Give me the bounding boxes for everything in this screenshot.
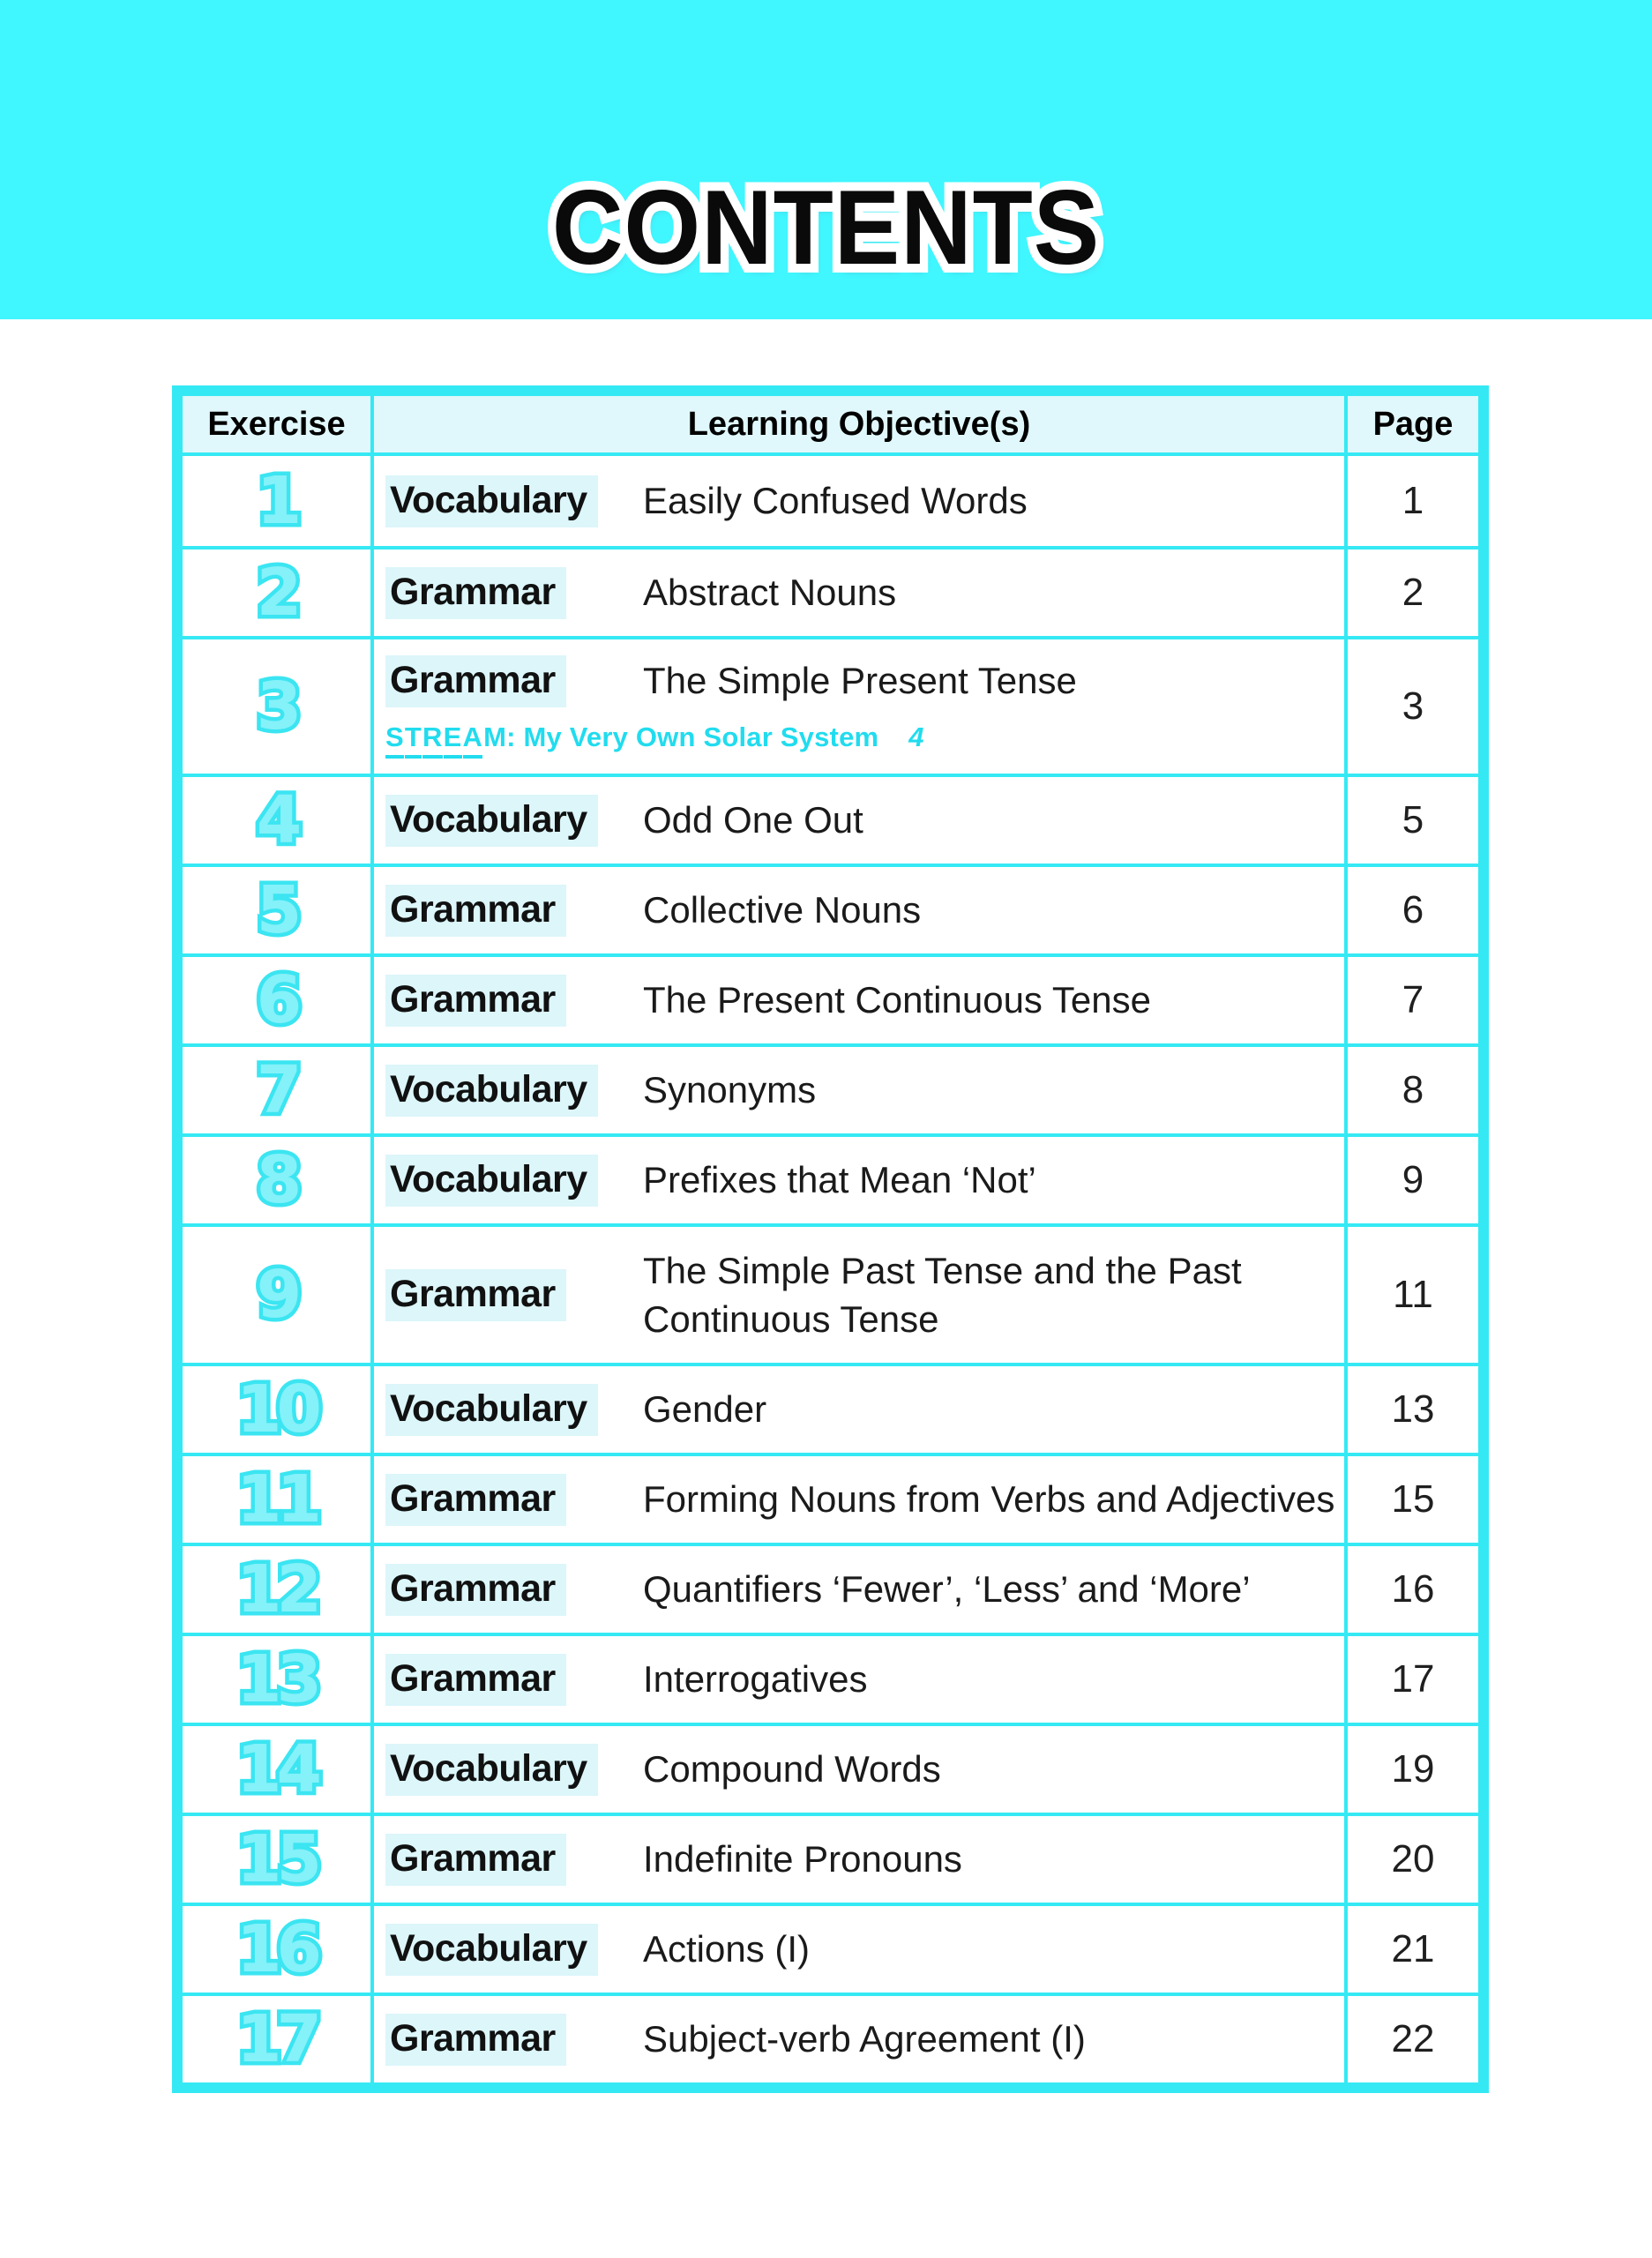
objective-line [385, 1924, 1344, 1976]
objective-cell [374, 957, 1348, 1043]
objective-text: Actions (I) [643, 1928, 811, 1970]
page-number: 19 [1391, 1747, 1435, 1791]
page-number: 9 [1402, 1158, 1424, 1201]
page-cell [1348, 1227, 1478, 1363]
objective-line [385, 1564, 1344, 1616]
category-label: Grammar [385, 1269, 566, 1321]
exercise-number: 1 1 [257, 463, 297, 539]
page-cell [1348, 1456, 1478, 1543]
exercise-number: 10 10 [236, 1372, 317, 1447]
contents-banner [0, 0, 1652, 319]
exercise-cell [183, 957, 374, 1043]
objective-text: The Simple Past Tense and the Past Continuous Tense [643, 1249, 1242, 1340]
page-number: 8 [1402, 1068, 1424, 1111]
objective-text: The Simple Present Tense [643, 660, 1077, 702]
category-wrap [385, 795, 643, 847]
page-cell [1348, 1047, 1478, 1133]
category-label: Grammar [385, 1654, 566, 1706]
category-label: Vocabulary [385, 1744, 598, 1796]
category-wrap [385, 1744, 643, 1796]
exercise-cell [183, 1227, 374, 1363]
table-header-row [183, 396, 1478, 452]
exercise-cell [183, 1546, 374, 1633]
table-row [183, 546, 1478, 636]
category-label: Vocabulary [385, 1155, 598, 1207]
exercise-cell [183, 1906, 374, 1993]
category-label: Vocabulary [385, 1384, 598, 1436]
table-row [183, 452, 1478, 546]
category-wrap [385, 885, 643, 937]
category-label: Grammar [385, 975, 566, 1027]
objective-cell [374, 1636, 1348, 1723]
exercise-number: 13 13 [236, 1641, 317, 1717]
table-row [183, 1453, 1478, 1543]
objective-cell [374, 1726, 1348, 1813]
exercise-number: 6 6 [257, 962, 297, 1038]
category-wrap [385, 655, 643, 707]
contents-table [172, 385, 1489, 2093]
objective-line [385, 1155, 1344, 1207]
exercise-cell [183, 639, 374, 774]
objective-text: Subject-verb Agreement (I) [643, 2018, 1086, 2060]
header-learning-objective: Learning Objective(s) [374, 396, 1348, 452]
category-wrap [385, 1155, 643, 1207]
page-cell [1348, 777, 1478, 864]
table-row [183, 1133, 1478, 1223]
exercise-cell [183, 867, 374, 953]
objective-text: Gender [643, 1388, 767, 1431]
table-row [183, 1993, 1478, 2082]
page-number: 16 [1391, 1567, 1435, 1611]
page-cell [1348, 550, 1478, 636]
objective-text: Quantifiers ‘Fewer’, ‘Less’ and ‘More’ [643, 1568, 1251, 1611]
category-label: Grammar [385, 885, 566, 937]
exercise-cell [183, 1456, 374, 1543]
objective-line [385, 1065, 1344, 1117]
objective-line [385, 975, 1344, 1027]
category-label: Grammar [385, 1474, 566, 1526]
stream-note [385, 722, 1344, 759]
exercise-number: 9 9 [257, 1257, 297, 1333]
category-wrap [385, 475, 643, 527]
category-wrap [385, 1834, 643, 1886]
objective-text: Interrogatives [643, 1658, 868, 1701]
exercise-cell [183, 1636, 374, 1723]
page-number: 13 [1391, 1387, 1435, 1431]
category-wrap [385, 1065, 643, 1117]
exercise-number: 15 15 [236, 1821, 317, 1897]
table-row [183, 864, 1478, 953]
stream-note-letter: S [385, 722, 404, 759]
page-cell [1348, 639, 1478, 774]
category-label: Grammar [385, 1564, 566, 1616]
page-number: 22 [1391, 2017, 1435, 2060]
objective-cell [374, 1227, 1348, 1363]
exercise-number: 5 5 [257, 872, 297, 948]
exercise-number: 4 4 [257, 782, 297, 858]
exercise-cell [183, 1137, 374, 1223]
exercise-cell [183, 1366, 374, 1453]
exercise-cell [183, 1047, 374, 1133]
objective-cell [374, 550, 1348, 636]
category-label: Vocabulary [385, 475, 598, 527]
objective-text: Synonyms [643, 1069, 817, 1111]
objective-cell [374, 1906, 1348, 1993]
objective-text: Compound Words [643, 1748, 941, 1791]
page-number: 7 [1402, 978, 1424, 1021]
exercise-number: 14 14 [236, 1731, 317, 1807]
exercise-cell [183, 1996, 374, 2082]
objective-line [385, 1474, 1344, 1526]
objective-line [385, 1744, 1344, 1796]
exercise-number: 7 7 [257, 1052, 297, 1128]
table-row [183, 1633, 1478, 1723]
exercise-number: 3 3 [257, 669, 297, 744]
table-row [183, 774, 1478, 864]
exercise-cell [183, 1726, 374, 1813]
category-label: Grammar [385, 2014, 566, 2066]
table-row [183, 636, 1478, 774]
objective-text: Easily Confused Words [643, 480, 1028, 522]
objective-text: Forming Nouns from Verbs and Adjectives [643, 1478, 1335, 1521]
objective-line [385, 2014, 1344, 2066]
category-wrap [385, 975, 643, 1027]
page-number: 1 [1402, 479, 1424, 522]
objective-cell [374, 1366, 1348, 1453]
objective-line [385, 1654, 1344, 1706]
exercise-cell [183, 456, 374, 546]
category-wrap [385, 1924, 643, 1976]
objective-text: Indefinite Pronouns [643, 1838, 962, 1880]
objective-line [385, 795, 1344, 847]
category-wrap [385, 2014, 643, 2066]
exercise-number: 8 8 [257, 1142, 297, 1218]
category-label: Grammar [385, 1834, 566, 1886]
objective-cell [374, 1456, 1348, 1543]
objective-line [385, 655, 1344, 707]
category-wrap [385, 1564, 643, 1616]
table-row [183, 953, 1478, 1043]
stream-note-text: M: My Very Own Solar System [483, 721, 879, 752]
exercise-cell [183, 777, 374, 864]
table-row [183, 1813, 1478, 1903]
objective-line [385, 1384, 1344, 1436]
category-wrap [385, 1384, 643, 1436]
objective-text: The Present Continuous Tense [643, 979, 1151, 1021]
table-row [183, 1903, 1478, 1993]
category-wrap [385, 1269, 643, 1321]
objective-text: Prefixes that Mean ‘Not’ [643, 1159, 1036, 1201]
page-number: 15 [1391, 1477, 1435, 1521]
exercise-cell [183, 1816, 374, 1903]
exercise-number: 12 12 [236, 1551, 317, 1627]
objective-cell [374, 1816, 1348, 1903]
page-number: 3 [1402, 684, 1424, 728]
table-row [183, 1223, 1478, 1363]
page-number: 21 [1391, 1927, 1435, 1970]
page-number: 20 [1391, 1837, 1435, 1880]
header-exercise: Exercise [183, 396, 374, 452]
objective-line [385, 1834, 1344, 1886]
page-cell [1348, 1816, 1478, 1903]
exercise-number: 2 2 [257, 555, 297, 631]
table-body [183, 452, 1478, 2082]
objective-cell [374, 456, 1348, 546]
category-label: Vocabulary [385, 1065, 598, 1117]
objective-text: Odd One Out [643, 799, 863, 841]
page-cell [1348, 1726, 1478, 1813]
table-row [183, 1723, 1478, 1813]
stream-note-letter: R [422, 722, 443, 759]
exercise-number: 11 11 [236, 1462, 317, 1537]
objective-cell [374, 1047, 1348, 1133]
page-cell [1348, 456, 1478, 546]
category-label: Vocabulary [385, 795, 598, 847]
objective-cell [374, 1546, 1348, 1633]
page-cell [1348, 867, 1478, 953]
objective-cell [374, 777, 1348, 864]
stream-note-letter: T [405, 722, 422, 759]
objective-line [385, 567, 1344, 619]
stream-note-letters [385, 722, 483, 752]
category-label: Vocabulary [385, 1924, 598, 1976]
page-cell [1348, 1137, 1478, 1223]
category-wrap [385, 1654, 643, 1706]
exercise-number: 16 16 [236, 1911, 317, 1987]
category-label: Grammar [385, 655, 566, 707]
exercise-cell [183, 550, 374, 636]
table-row [183, 1043, 1478, 1133]
page-number: 2 [1402, 571, 1424, 614]
page-number: 5 [1402, 798, 1424, 841]
page-number: 6 [1402, 888, 1424, 931]
exercise-number: 17 17 [236, 2001, 317, 2077]
category-label: Grammar [385, 567, 566, 619]
objective-text: Collective Nouns [643, 889, 922, 931]
stream-note-letter: A [463, 722, 483, 759]
page-cell [1348, 1366, 1478, 1453]
page-number: 11 [1393, 1273, 1433, 1316]
page-number: 17 [1391, 1657, 1435, 1701]
page-cell [1348, 1996, 1478, 2082]
objective-cell [374, 1996, 1348, 2082]
objective-cell [374, 867, 1348, 953]
page-cell [1348, 1906, 1478, 1993]
page-cell [1348, 1636, 1478, 1723]
page-cell [1348, 957, 1478, 1043]
table-row [183, 1543, 1478, 1633]
page-title: CONTENTS CONTENTS [58, 180, 1595, 275]
objective-text: Abstract Nouns [643, 572, 897, 614]
objective-line [385, 885, 1344, 937]
header-page: Page [1372, 405, 1454, 443]
objective-line [385, 475, 1344, 527]
objective-cell [374, 639, 1348, 774]
category-wrap [385, 567, 643, 619]
objective-line [385, 1246, 1344, 1344]
category-wrap [385, 1474, 643, 1526]
stream-note-page: 4 [908, 721, 924, 752]
stream-note-letter: E [444, 722, 462, 759]
objective-cell [374, 1137, 1348, 1223]
table-row [183, 1363, 1478, 1453]
page-cell [1348, 1546, 1478, 1633]
